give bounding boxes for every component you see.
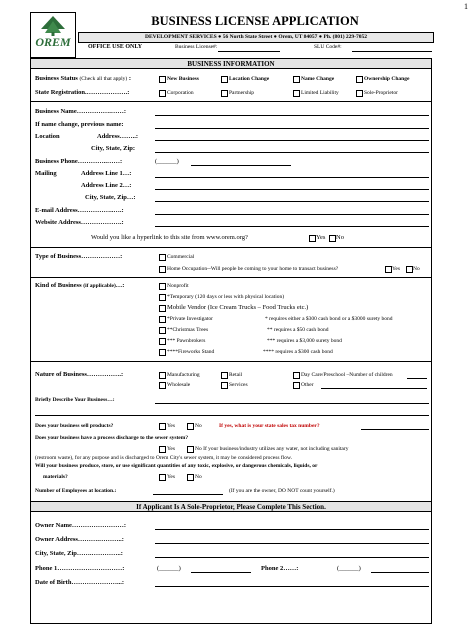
home-yes-label: Yes bbox=[392, 266, 401, 272]
children-count-field[interactable] bbox=[407, 378, 427, 379]
services-label: Services bbox=[229, 382, 248, 388]
discharge-no-text: No If your business/industry utilizes any water, not including sanitary bbox=[195, 446, 349, 452]
discharge-question: Does your business have a process discharge to the sewer system? bbox=[35, 435, 189, 441]
sell-yes-label: Yes bbox=[167, 423, 176, 429]
hazardous-yes-checkbox[interactable] bbox=[159, 474, 166, 481]
mailing-city-field[interactable] bbox=[155, 201, 429, 202]
phone2-label: Phone 2……: bbox=[261, 565, 299, 572]
llc-label: Limited Liability bbox=[301, 90, 339, 96]
pawnbrokers-checkbox[interactable] bbox=[159, 338, 166, 345]
fireworks-checkbox[interactable] bbox=[159, 349, 166, 356]
materials-label: materials? bbox=[43, 474, 68, 480]
location-change-checkbox[interactable] bbox=[221, 76, 228, 83]
location-label: Location bbox=[35, 133, 60, 140]
sell-yes-checkbox[interactable] bbox=[159, 423, 166, 430]
tax-number-field[interactable] bbox=[361, 429, 429, 430]
dept-address-bar: DEVELOPMENT SERVICES ● 56 North State Street ● Orem, UT 84057 ● Ph. (801) 229-7052 bbox=[78, 32, 434, 43]
owner-address-field[interactable] bbox=[155, 543, 429, 544]
address-label: Address……..: bbox=[97, 133, 139, 140]
type-of-business-label: Type of Business………………: bbox=[35, 253, 123, 260]
slu-code-label: SLU Code#: bbox=[314, 44, 342, 50]
discharge-yes-label: Yes bbox=[167, 446, 176, 452]
tree-icon bbox=[37, 15, 69, 37]
divider bbox=[31, 247, 431, 248]
other-field[interactable] bbox=[321, 388, 427, 389]
hazardous-yes-label: Yes bbox=[167, 474, 176, 480]
hazardous-question: Will your business produce, store, or use significant quantities of any toxic, explosive, or dangerous chemicals, liquids, or bbox=[35, 463, 318, 469]
business-phone-label: Business Phone…………..……: bbox=[35, 158, 123, 165]
new-business-label: New Business bbox=[167, 76, 199, 82]
location-address-field[interactable] bbox=[155, 140, 429, 141]
location-change-label: Location Change bbox=[229, 76, 270, 82]
previous-name-label: If name change, previous name: bbox=[35, 121, 124, 128]
hazardous-no-checkbox[interactable] bbox=[187, 474, 194, 481]
business-license-field[interactable] bbox=[218, 51, 280, 52]
sell-no-checkbox[interactable] bbox=[187, 423, 194, 430]
mobile-vendor-label: Mobile Vendor (Ice Cream Trucks – Food Trucks etc.) bbox=[167, 304, 309, 311]
ownership-change-checkbox[interactable] bbox=[356, 76, 363, 83]
business-phone-area[interactable]: (______) bbox=[155, 158, 179, 165]
christmas-trees-label: **Christmas Trees bbox=[167, 327, 209, 333]
name-change-checkbox[interactable] bbox=[293, 76, 300, 83]
city-state-zip-label: City, State, Zip: bbox=[91, 145, 136, 152]
kind-of-business-label: Kind of Business (if applicable)…: bbox=[35, 282, 125, 289]
home-no-checkbox[interactable] bbox=[406, 266, 413, 273]
website-label: Website Address……………….: bbox=[35, 219, 124, 226]
email-field[interactable] bbox=[155, 214, 429, 215]
manufacturing-label: Manufacturing bbox=[167, 372, 200, 378]
owner-name-field[interactable] bbox=[155, 529, 429, 530]
address-line1-label: Address Line 1…: bbox=[81, 170, 132, 177]
dob-label: Date of Birth…………………...: bbox=[35, 579, 125, 586]
describe-business-field-1[interactable] bbox=[155, 403, 429, 404]
llc-checkbox[interactable] bbox=[293, 90, 300, 97]
email-label: E-mail Address……………..….: bbox=[35, 207, 124, 214]
form-title: BUSINESS LICENSE APPLICATION bbox=[151, 14, 359, 28]
new-business-checkbox[interactable] bbox=[159, 76, 166, 83]
divider bbox=[31, 277, 431, 278]
manufacturing-checkbox[interactable] bbox=[159, 372, 166, 379]
pb-bond-note: *** requires a $3,000 surety bond bbox=[267, 338, 342, 344]
home-occupation-checkbox[interactable] bbox=[159, 266, 166, 273]
sole-proprietor-checkbox[interactable] bbox=[356, 90, 363, 97]
fireworks-label: ****Fireworks Stand bbox=[167, 349, 215, 355]
hyperlink-yes-checkbox[interactable] bbox=[309, 235, 316, 242]
private-investigator-checkbox[interactable] bbox=[159, 316, 166, 323]
fw-bond-note: **** requires a $300 cash bond bbox=[263, 349, 333, 355]
business-phone-field[interactable] bbox=[191, 165, 291, 166]
section-sole-proprietor: If Applicant Is A Sole-Proprietor, Please Complete This Section. bbox=[31, 501, 431, 512]
state-registration-label: State Registration.……………….: bbox=[35, 89, 130, 96]
discharge-yes-checkbox[interactable] bbox=[159, 446, 166, 453]
hyperlink-yes-label: Yes bbox=[316, 234, 326, 241]
pawnbrokers-label: *** Pawnbrokers bbox=[167, 338, 206, 344]
describe-business-field-2[interactable] bbox=[35, 415, 429, 416]
retail-label: Retail bbox=[229, 372, 243, 378]
hyperlink-question: Would you like a hyperlink to this site from www.orem.org? bbox=[91, 234, 248, 241]
phone2-area[interactable]: (______) bbox=[337, 565, 361, 572]
business-name-field[interactable] bbox=[155, 115, 429, 116]
address-line2-field[interactable] bbox=[155, 189, 429, 190]
home-no-label: No bbox=[413, 266, 420, 272]
other-checkbox[interactable] bbox=[293, 382, 300, 389]
corporation-checkbox[interactable] bbox=[159, 90, 166, 97]
employees-note: (If you are the owner, DO NOT count yourself.) bbox=[229, 488, 335, 494]
partnership-label: Partnership bbox=[229, 90, 255, 96]
ct-bond-note: ** requires a $50 cash bond bbox=[267, 327, 329, 333]
sole-proprietor-label: Sole-Proprietor bbox=[364, 90, 398, 96]
services-checkbox[interactable] bbox=[221, 382, 228, 389]
commercial-checkbox[interactable] bbox=[159, 254, 166, 261]
hyperlink-no-label: No bbox=[336, 234, 344, 241]
dob-field[interactable] bbox=[155, 586, 429, 587]
application-form bbox=[30, 58, 432, 624]
nature-of-business-label: Nature of Business…………….: bbox=[35, 371, 124, 378]
nonprofit-checkbox[interactable] bbox=[159, 283, 166, 290]
temporary-label: *Temporary (120 days or less with physical location) bbox=[167, 294, 285, 300]
other-label: Other bbox=[301, 382, 314, 388]
phone2-field[interactable] bbox=[371, 572, 429, 573]
home-yes-checkbox[interactable] bbox=[385, 266, 392, 273]
ownership-change-label: Ownership Change bbox=[364, 76, 410, 82]
name-change-label: Name Change bbox=[301, 76, 335, 82]
wholesale-checkbox[interactable] bbox=[159, 382, 166, 389]
section-business-information: BUSINESS INFORMATION bbox=[31, 58, 431, 69]
commercial-label: Commercial bbox=[167, 254, 195, 260]
home-occupation-label: Home Occupation--Will people be coming to your home to transact business? bbox=[167, 266, 339, 272]
phone1-area[interactable]: (______) bbox=[157, 565, 181, 572]
business-name-label: Business Name…………….……: bbox=[35, 108, 127, 115]
christmas-trees-checkbox[interactable] bbox=[159, 327, 166, 334]
phone1-field[interactable] bbox=[191, 572, 251, 573]
retail-checkbox[interactable] bbox=[221, 372, 228, 379]
employees-field[interactable] bbox=[153, 494, 223, 495]
sell-no-label: No bbox=[195, 423, 202, 429]
employees-label: Number of Employees at location.: bbox=[35, 488, 117, 494]
mailing-label: Mailing bbox=[35, 170, 57, 177]
address-line1-field[interactable] bbox=[155, 177, 429, 178]
nonprofit-label: Nonprofit bbox=[167, 283, 189, 289]
page-number: 1 bbox=[464, 2, 468, 11]
wholesale-label: Wholesale bbox=[167, 382, 191, 388]
website-field[interactable] bbox=[155, 226, 429, 227]
tax-number-label: If yes, what is your state sales tax number? bbox=[219, 423, 320, 429]
daycare-checkbox[interactable] bbox=[293, 372, 300, 379]
owner-name-label: Owner Name……………………: bbox=[35, 522, 127, 529]
owner-city-label: City, State, Zip…….…………..: bbox=[35, 550, 123, 557]
business-status-label: Business Status (Check all that apply) : bbox=[35, 75, 132, 82]
hyperlink-no-checkbox[interactable] bbox=[329, 235, 336, 242]
mobile-vendor-checkbox[interactable] bbox=[159, 305, 166, 312]
daycare-label: Day Care/Preschool –Number of children bbox=[301, 372, 393, 378]
slu-code-field[interactable] bbox=[352, 51, 432, 52]
discharge-continued: (restroom waste), for any purpose and is discharged to Orem City's sewer system, it may be considered process flow. bbox=[35, 455, 292, 461]
owner-city-field[interactable] bbox=[155, 557, 429, 558]
owner-address-label: Owner Address……….………..: bbox=[35, 536, 124, 543]
previous-name-field[interactable] bbox=[155, 128, 429, 129]
mailing-city-label: City, State, Zip…: bbox=[85, 194, 136, 201]
hazardous-no-label: No bbox=[195, 474, 202, 480]
partnership-checkbox[interactable] bbox=[221, 90, 228, 97]
temporary-checkbox[interactable] bbox=[159, 294, 166, 301]
address-line2-label: Address Line 2…: bbox=[81, 182, 132, 189]
office-use-label: OFFICE USE ONLY bbox=[88, 44, 143, 50]
business-license-label: Business License#: bbox=[175, 44, 218, 50]
divider bbox=[31, 101, 431, 102]
location-city-field[interactable] bbox=[155, 152, 429, 153]
describe-business-label: Briefly Describe Your Business…: bbox=[35, 397, 115, 403]
divider bbox=[31, 361, 431, 362]
discharge-no-checkbox[interactable] bbox=[187, 446, 194, 453]
pi-bond-note: * requires either a $300 cash bond or a $3000 surety bond bbox=[265, 316, 393, 322]
private-investigator-label: *Private Investigator bbox=[167, 316, 213, 322]
logo-text: OREM bbox=[35, 35, 71, 49]
sell-products-label: Does your business sell products? bbox=[35, 423, 114, 429]
orem-logo bbox=[30, 12, 76, 58]
corporation-label: Corporation bbox=[167, 90, 194, 96]
phone1-label: Phone 1…………………………: bbox=[35, 565, 125, 572]
